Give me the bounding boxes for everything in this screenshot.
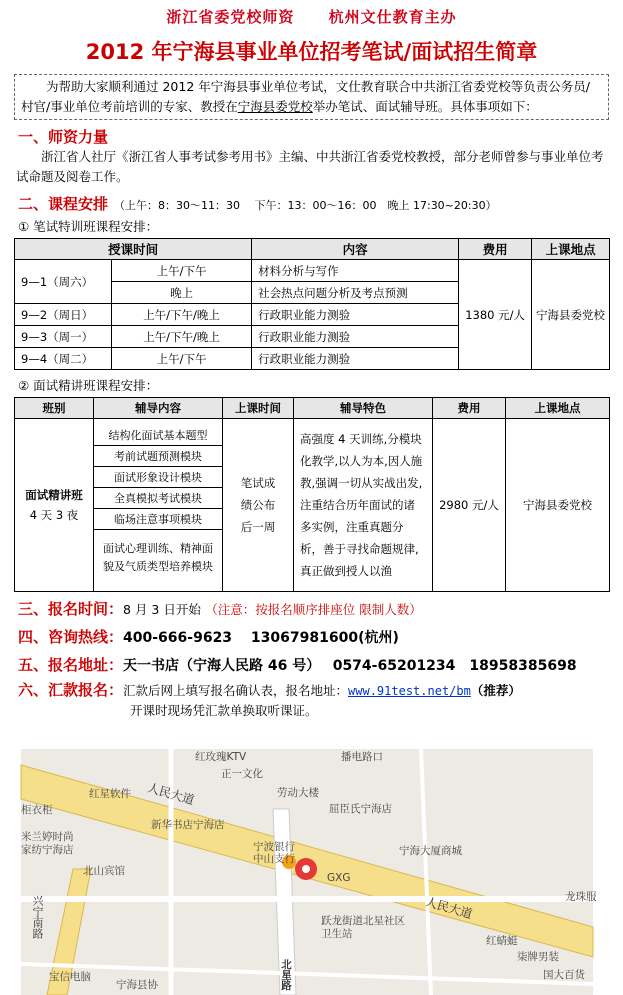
table-row — [15, 260, 610, 282]
t1-content: 社会热点问题分析及考点预测 — [252, 282, 459, 304]
t1-slot: 上午/下午 — [112, 348, 252, 370]
remit-row — [18, 681, 623, 720]
map-label: 兴宁南路 — [31, 895, 44, 939]
map-label: 宁海大厦商城 — [399, 845, 462, 857]
t1-content: 材料分析与写作 — [252, 260, 459, 282]
map-label: 北星路 — [280, 959, 292, 991]
t1-slot: 上午/下午/晚上 — [112, 304, 252, 326]
t2-feature: 高强度 4 天训练,分模块化教学,以人为本,因人施教,强调一切从实战出发, 注重结合历年面试的诸多实例，注重真题分析，善于寻找命题规律,真正做到授人以渔 — [294, 419, 433, 592]
remit-tag: （推荐） — [470, 683, 521, 698]
interview-course-table — [14, 397, 610, 592]
map-label: 人民大道 — [423, 894, 474, 922]
address-row — [18, 653, 623, 678]
signup-link[interactable]: www.91test.net/bm — [348, 684, 471, 698]
page-title: 2012 年宁海县事业单位招考笔试/面试招生简章 — [85, 40, 538, 64]
location-map[interactable] — [21, 749, 597, 995]
header — [0, 6, 623, 27]
address-phones: 0574-65201234 18958385698 — [332, 658, 577, 674]
t1-fee: 1380 元/人 — [459, 260, 532, 370]
map-label: 宁波银行中山支行 — [253, 841, 295, 865]
address-place: 天一书店（宁海人民路 46 号） — [123, 658, 321, 674]
section-faculty-title: 一、师资力量 — [18, 128, 109, 146]
map-label: 劳动大楼 — [277, 787, 319, 799]
t2-header-fee: 费用 — [433, 398, 506, 419]
remit-line2: 开课时现场凭汇款单换取听课证。 — [130, 703, 318, 718]
t2-location: 宁海县委党校 — [506, 419, 610, 592]
t1-header-time: 授课时间 — [15, 239, 252, 260]
list-item: 结构化面试基本题型 — [94, 425, 222, 446]
remit-text: 汇款后网上填写报名确认表，报名地址： — [123, 683, 349, 698]
header-right: 杭州文仕教育主办 — [328, 8, 457, 26]
hotline-row — [18, 625, 623, 650]
list-item: 全真模拟考试模块 — [94, 487, 222, 508]
t2-time: 笔试成绩公布后一周 — [223, 419, 294, 592]
map-label: GXG — [327, 872, 351, 884]
t1-content: 行政职业能力测验 — [252, 326, 459, 348]
interview-course-caption: ② 面试精讲班课程安排： — [18, 378, 159, 393]
t1-day: 9—3（周一） — [15, 326, 112, 348]
signup-note: （注意：按报名顺序排座位 限制人数） — [205, 602, 422, 617]
t1-location: 宁海县委党校 — [532, 260, 610, 370]
intro-part2: 举办笔试、面试辅导班。具体事项如下： — [312, 99, 538, 114]
t1-day: 9—1（周六） — [15, 260, 112, 304]
map-label: 米兰婷时尚家纺宁海店 — [21, 831, 74, 856]
map-label: 正一文化 — [221, 768, 263, 780]
list-item: 面试心理训练、精神面貌及气质类型培养模块 — [103, 541, 213, 573]
t1-slot: 晚上 — [112, 282, 252, 304]
list-item: 考前试题预测模块 — [94, 445, 222, 466]
map-label: 柒牌男装 — [517, 951, 559, 963]
section-schedule-title: 二、课程安排 — [18, 195, 109, 213]
map-label: 新华书店宁海店 — [151, 819, 225, 831]
map-label: 播电路口 — [341, 751, 383, 763]
map-label: 红星软件 — [89, 788, 131, 800]
t2-header-location: 上课地点 — [506, 398, 610, 419]
t1-header-location: 上课地点 — [532, 239, 610, 260]
signup-time-row — [18, 597, 623, 622]
address-title: 五、报名地址： — [18, 656, 124, 674]
t1-content: 行政职业能力测验 — [252, 348, 459, 370]
map-label: 北山宾馆 — [83, 865, 125, 877]
map-label: 柜衣柜 — [21, 804, 53, 816]
t1-slot: 上午/下午 — [112, 260, 252, 282]
header-left: 浙江省委党校师资 — [166, 8, 295, 26]
t1-day: 9—4（周二） — [15, 348, 112, 370]
t2-class — [15, 419, 94, 592]
t2-content-list — [94, 425, 222, 586]
t2-header-time: 上课时间 — [223, 398, 294, 419]
t1-header-fee: 费用 — [459, 239, 532, 260]
t2-header-content: 辅导内容 — [94, 398, 223, 419]
hotline-phone: 400-666-9623 13067981600(杭州) — [123, 630, 399, 646]
section-faculty-text: 浙江省人社厅《浙江省人事考试参考用书》主编、中共浙江省委党校教授，部分老师曾参与事业单位考试命题及阅卷工作。 — [16, 149, 604, 184]
intro-part1: 为帮助大家顺利通过 2012 年宁海县事业单位考试，文仕教育联合中共浙江省委党校等负责公务员/村官/事业单位考前培训的专家、教授在 — [21, 79, 590, 114]
map-label: 红玫瑰KTV — [195, 751, 247, 763]
list-item: 面试形象设计模块 — [94, 466, 222, 487]
map-label: 屈臣氏宁海店 — [329, 803, 392, 815]
section-schedule — [18, 193, 623, 214]
t2-header-class: 班别 — [15, 398, 94, 419]
map-label: 人民大道 — [145, 780, 196, 808]
signup-date: 8 月 3 日开始 — [123, 602, 201, 617]
written-course-table — [14, 238, 610, 370]
t2-contents — [94, 419, 223, 592]
map-label: 龙珠服 — [565, 891, 597, 903]
t2-class-name: 面试精讲班 — [25, 488, 83, 502]
table-row — [15, 419, 610, 592]
remit-title: 六、汇款报名： — [18, 681, 124, 699]
t2-fee: 2980 元/人 — [433, 419, 506, 592]
t1-header-content: 内容 — [252, 239, 459, 260]
map-label: 跃龙街道北星社区卫生站 — [321, 915, 405, 940]
t2-header-feature: 辅导特色 — [294, 398, 433, 419]
intro-place: 宁海县委党校 — [237, 99, 313, 114]
hotline-title: 四、咨询热线： — [18, 628, 124, 646]
t1-day: 9—2（周日） — [15, 304, 112, 326]
intro-box — [14, 74, 609, 120]
schedule-times: （上午：8：30～11：30 下午：13：00～16：00 晚上 17:30~20:30） — [114, 199, 497, 212]
map-label: 宝信电脑 — [49, 971, 91, 983]
signup-time-title: 三、报名时间： — [18, 600, 124, 618]
t1-content: 行政职业能力测验 — [252, 304, 459, 326]
map-label: 国大百货 — [543, 969, 585, 981]
map-label: 红蜻蜓 — [486, 935, 518, 947]
t2-class-duration: 4 天 3 夜 — [29, 508, 79, 522]
t1-slot: 上午/下午/晚上 — [112, 326, 252, 348]
list-item: 临场注意事项模块 — [94, 508, 222, 529]
map-label: 宁海县协 — [116, 979, 158, 991]
written-course-caption: ① 笔试特训班课程安排： — [18, 219, 159, 234]
